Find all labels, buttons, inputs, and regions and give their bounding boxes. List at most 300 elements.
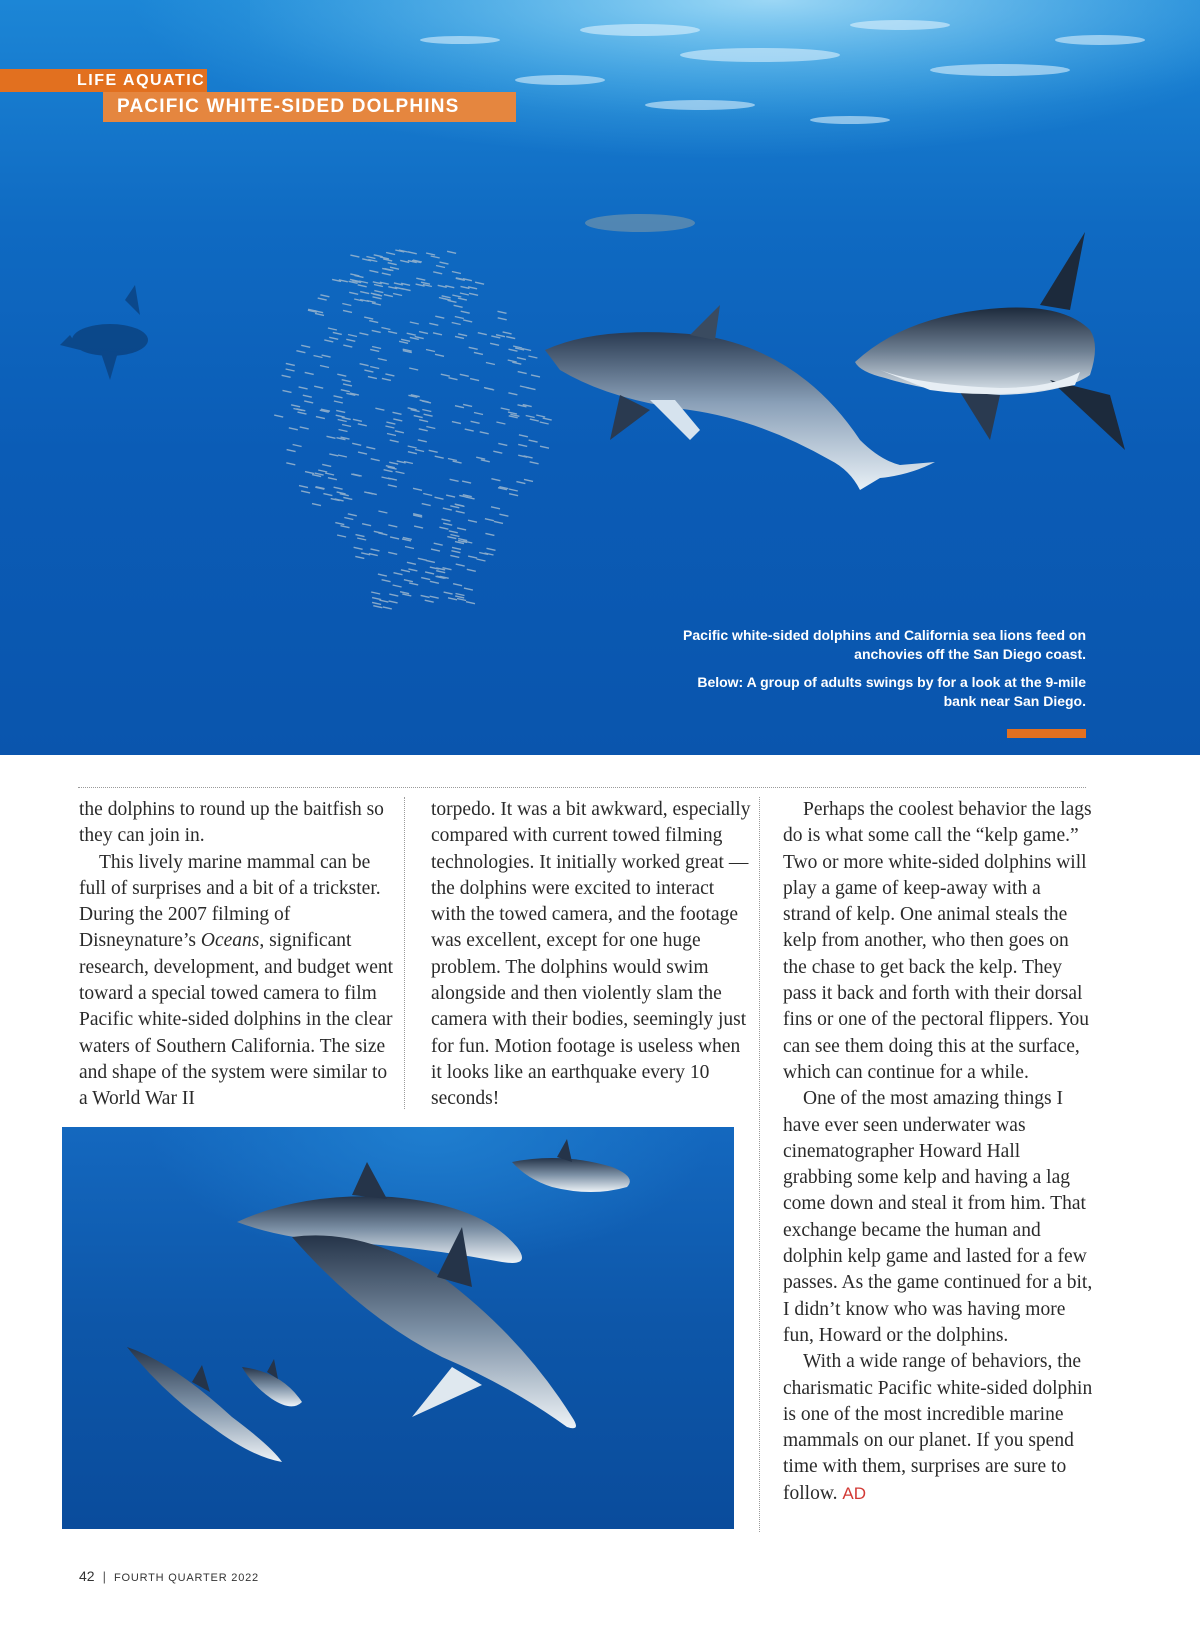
anchovy-mark bbox=[419, 429, 428, 431]
anchovy-mark bbox=[487, 548, 496, 550]
anchovy-mark bbox=[407, 562, 416, 564]
anchovy-mark bbox=[458, 298, 467, 300]
text-column-3 bbox=[783, 797, 1093, 1507]
anchovy-mark bbox=[485, 533, 494, 535]
anchovy-mark bbox=[401, 570, 410, 572]
anchovy-mark bbox=[348, 514, 357, 516]
anchovy-mark bbox=[343, 310, 352, 312]
anchovy-mark bbox=[469, 293, 478, 295]
anchovy-mark bbox=[409, 583, 418, 585]
anchovy-mark bbox=[328, 478, 337, 480]
anchovy-mark bbox=[386, 253, 395, 255]
anchovy-mark bbox=[434, 543, 443, 545]
anchovy-mark bbox=[496, 335, 505, 337]
anchovy-mark bbox=[420, 400, 429, 402]
anchovy-mark bbox=[423, 494, 432, 496]
anchovy-mark bbox=[499, 514, 508, 516]
anchovy-mark bbox=[301, 491, 310, 493]
anchovy-mark bbox=[455, 317, 464, 319]
anchovy-mark bbox=[404, 580, 413, 582]
dolphin-large-middle bbox=[292, 1227, 576, 1428]
anchovy-mark bbox=[491, 507, 500, 509]
anchovy-mark bbox=[296, 351, 305, 353]
anchovy-mark bbox=[371, 459, 380, 461]
anchovy-mark bbox=[343, 345, 352, 347]
anchovy-mark bbox=[436, 571, 445, 573]
anchovy-mark bbox=[371, 293, 380, 295]
anchovy-mark bbox=[462, 481, 471, 483]
anchovy-mark bbox=[386, 466, 395, 468]
anchovy-mark bbox=[430, 567, 439, 569]
anchovy-mark bbox=[452, 547, 461, 549]
anchovy-mark bbox=[474, 413, 483, 415]
anchovy-mark bbox=[456, 594, 465, 596]
anchovy-mark bbox=[460, 293, 469, 295]
anchovy-mark bbox=[479, 553, 488, 555]
anchovy-mark bbox=[293, 445, 302, 447]
anchovy-mark bbox=[408, 252, 417, 254]
anchovy-mark bbox=[394, 573, 403, 575]
author-signoff: AD bbox=[842, 1483, 867, 1503]
anchovy-mark bbox=[435, 456, 444, 458]
anchovy-mark bbox=[458, 334, 467, 336]
anchovy-mark bbox=[382, 378, 391, 380]
anchovy-mark bbox=[324, 340, 333, 342]
photo-captions bbox=[666, 626, 1086, 720]
anchovy-mark bbox=[421, 578, 430, 580]
anchovy-mark bbox=[408, 408, 417, 410]
anchovy-mark bbox=[466, 602, 475, 604]
anchovy-mark bbox=[370, 349, 379, 351]
anchovy-mark bbox=[408, 569, 417, 571]
anchovy-mark bbox=[486, 363, 495, 365]
anchovy-mark bbox=[358, 424, 367, 426]
anchovy-mark bbox=[393, 585, 402, 587]
anchovy-mark bbox=[291, 405, 300, 407]
anchovy-mark bbox=[422, 504, 431, 506]
anchovy-mark bbox=[344, 518, 353, 520]
sea-lion-silhouette bbox=[60, 285, 148, 380]
anchovy-mark bbox=[342, 304, 351, 306]
anchovy-mark bbox=[343, 384, 352, 386]
anchovy-mark bbox=[442, 519, 451, 521]
anchovy-mark bbox=[408, 446, 417, 448]
anchovy-mark bbox=[508, 412, 517, 414]
anchovy-mark bbox=[402, 594, 411, 596]
anchovy-mark bbox=[286, 363, 295, 365]
anchovy-mark bbox=[352, 443, 361, 445]
anchovy-mark bbox=[426, 560, 435, 562]
anchovy-mark bbox=[372, 598, 381, 600]
anchovy-mark bbox=[430, 581, 439, 583]
anchovy-mark bbox=[536, 415, 545, 417]
anchovy-mark bbox=[460, 374, 469, 376]
anchovy-mark bbox=[470, 379, 479, 381]
anchovy-mark bbox=[498, 311, 507, 313]
anchovy-mark bbox=[416, 278, 425, 280]
anchovy-mark bbox=[480, 432, 489, 434]
anchovy-mark bbox=[400, 592, 409, 594]
anchovy-mark bbox=[286, 463, 295, 465]
anchovy-mark bbox=[531, 375, 540, 377]
anchovy-mark bbox=[444, 592, 453, 594]
anchovy-mark bbox=[353, 419, 362, 421]
anchovy-mark bbox=[426, 427, 435, 429]
hero-photo bbox=[0, 0, 1200, 755]
anchovy-mark bbox=[518, 444, 527, 446]
anchovy-mark bbox=[449, 531, 458, 533]
anchovy-mark bbox=[350, 279, 359, 281]
anchovy-mark bbox=[336, 415, 345, 417]
anchovy-mark bbox=[418, 440, 427, 442]
anchovy-mark bbox=[441, 374, 450, 376]
anchovy-mark bbox=[481, 460, 490, 462]
anchovy-mark bbox=[448, 598, 457, 600]
anchovy-mark bbox=[435, 316, 444, 318]
anchovy-mark bbox=[493, 451, 502, 453]
anchovy-mark bbox=[286, 369, 295, 371]
anchovy-mark bbox=[333, 332, 342, 334]
anchovy-mark bbox=[343, 497, 352, 499]
anchovy-mark bbox=[422, 410, 431, 412]
anchovy-mark bbox=[301, 345, 310, 347]
anchovy-mark bbox=[452, 272, 461, 274]
anchovy-mark bbox=[519, 435, 528, 437]
anchovy-mark bbox=[331, 499, 340, 501]
section-tag: LIFE AQUATIC bbox=[0, 69, 207, 92]
anchovy-mark bbox=[393, 419, 402, 421]
anchovy-mark bbox=[469, 347, 478, 349]
anchovy-mark bbox=[413, 488, 422, 490]
anchovy-mark bbox=[342, 380, 351, 382]
text-column-2 bbox=[431, 797, 751, 1113]
anchovy-mark bbox=[478, 333, 487, 335]
anchovy-mark bbox=[421, 595, 430, 597]
page-footer bbox=[79, 1568, 259, 1586]
anchovy-mark bbox=[340, 494, 349, 496]
dolphin-calf bbox=[242, 1359, 302, 1406]
anchovy-mark bbox=[378, 574, 387, 576]
anchovy-mark bbox=[322, 355, 331, 357]
anchovy-mark bbox=[336, 410, 345, 412]
anchovy-mark bbox=[373, 297, 382, 299]
anchovy-mark bbox=[498, 318, 507, 320]
anchovy-mark bbox=[364, 317, 373, 319]
anchovy-mark bbox=[334, 487, 343, 489]
anchovy-mark bbox=[325, 473, 334, 475]
anchovy-mark bbox=[540, 446, 549, 448]
anchovy-mark bbox=[439, 298, 448, 300]
anchovy-mark bbox=[409, 368, 418, 370]
anchovy-mark bbox=[382, 580, 391, 582]
caption-below: Below: A group of adults swings by for a look at the 9-mile bank near San Diego. bbox=[697, 674, 1086, 709]
anchovy-mark bbox=[418, 558, 427, 560]
anchovy-mark bbox=[368, 377, 377, 379]
anchovy-mark bbox=[283, 390, 292, 392]
anchovy-mark bbox=[384, 295, 393, 297]
anchovy-mark bbox=[342, 425, 351, 427]
anchovy-mark bbox=[508, 393, 517, 395]
anchovy-mark bbox=[368, 493, 377, 495]
anchovy-mark bbox=[454, 305, 463, 307]
anchovy-mark bbox=[513, 346, 522, 348]
anchovy-mark bbox=[526, 416, 535, 418]
anchovy-mark bbox=[388, 525, 397, 527]
anchovy-mark bbox=[498, 443, 507, 445]
article-title: PACIFIC WHITE-SIDED DOLPHINS bbox=[103, 92, 516, 122]
anchovy-mark bbox=[312, 504, 321, 506]
anchovy-mark bbox=[388, 485, 397, 487]
anchovy-mark bbox=[461, 311, 470, 313]
anchovy-mark bbox=[540, 422, 549, 424]
anchovy-mark bbox=[366, 257, 375, 259]
anchovy-mark bbox=[329, 454, 338, 456]
anchovy-mark bbox=[529, 440, 538, 442]
anchovy-mark bbox=[450, 506, 459, 508]
anchovy-mark bbox=[346, 339, 355, 341]
anchovy-mark bbox=[314, 386, 323, 388]
anchovy-mark bbox=[512, 362, 521, 364]
anchovy-mark bbox=[431, 549, 440, 551]
anchovy-mark bbox=[464, 588, 473, 590]
anchovy-mark bbox=[379, 600, 388, 602]
anchovy-mark bbox=[388, 552, 397, 554]
anchovy-mark bbox=[341, 390, 350, 392]
anchovy-mark bbox=[316, 417, 325, 419]
anchovy-mark bbox=[491, 479, 500, 481]
anchovy-mark bbox=[282, 375, 291, 377]
dolphin-group-illustration bbox=[62, 1127, 734, 1529]
page-number: 42 bbox=[79, 1568, 95, 1584]
anchovy-mark bbox=[455, 406, 464, 408]
anchovy-mark bbox=[395, 431, 404, 433]
anchovy-mark bbox=[405, 547, 414, 549]
anchovy-mark bbox=[452, 323, 461, 325]
anchovy-mark bbox=[390, 537, 399, 539]
anchovy-mark bbox=[389, 462, 398, 464]
paragraph: Perhaps the coolest behavior the lags do is what some call the “kelp game.” Two or more white-sided dolphins will play a game of keep-away with a strand of kelp. One animal steals the kelp from another, who then goes on the chase to get back the kelp. They pass it back and forth with their dorsal fins or one of the pectoral flippers. You can see them doing this at the surface, which can continue for a while. bbox=[783, 799, 1092, 1083]
caption-main: Pacific white-sided dolphins and California sea lions feed on anchovies off the San Diego coast. bbox=[683, 627, 1086, 662]
column-top-rule bbox=[78, 787, 1086, 788]
anchovy-mark bbox=[374, 285, 383, 287]
anchovy-mark bbox=[530, 462, 539, 464]
anchovy-mark bbox=[353, 474, 362, 476]
anchovy-mark bbox=[382, 268, 391, 270]
anchovy-mark bbox=[356, 535, 365, 537]
anchovy-mark bbox=[354, 547, 363, 549]
anchovy-mark bbox=[419, 332, 428, 334]
anchovy-mark bbox=[342, 417, 351, 419]
anchovy-mark bbox=[496, 422, 505, 424]
anchovy-mark bbox=[372, 347, 381, 349]
anchovy-mark bbox=[401, 339, 410, 341]
anchovy-mark bbox=[386, 422, 395, 424]
anchovy-mark bbox=[430, 596, 439, 598]
anchovy-mark bbox=[447, 537, 456, 539]
anchovy-mark bbox=[455, 596, 464, 598]
anchovy-mark bbox=[372, 602, 381, 604]
anchovy-mark bbox=[426, 350, 435, 352]
anchovy-mark bbox=[361, 553, 370, 555]
anchovy-mark bbox=[334, 396, 343, 398]
column-divider bbox=[759, 797, 760, 1532]
anchovy-mark bbox=[456, 278, 465, 280]
anchovy-mark bbox=[431, 256, 440, 258]
anchovy-mark bbox=[383, 607, 392, 609]
anchovy-mark bbox=[429, 450, 438, 452]
anchovy-mark bbox=[509, 494, 518, 496]
anchovy-mark bbox=[315, 487, 324, 489]
anchovy-mark bbox=[339, 430, 348, 432]
anchovy-mark bbox=[358, 452, 367, 454]
anchovy-mark bbox=[443, 508, 452, 510]
anchovy-mark bbox=[440, 262, 449, 264]
anchovy-mark bbox=[350, 274, 359, 276]
anchovy-mark bbox=[463, 320, 472, 322]
anchovy-mark bbox=[385, 374, 394, 376]
anchovy-mark bbox=[543, 418, 552, 420]
anchovy-mark bbox=[508, 360, 517, 362]
dolphin-small-top bbox=[512, 1139, 630, 1192]
anchovy-mark bbox=[390, 267, 399, 269]
issue-label: FOURTH QUARTER 2022 bbox=[113, 1572, 259, 1584]
anchovy-mark bbox=[338, 455, 347, 457]
paragraph: torpedo. It was a bit awkward, especially compared with current towed filming technologies. It initially worked great — the dolphins were excited to interact with the towed camera, and the footage was excellent, except for one huge problem. The dolphins would swim alongside and then violently slam the camera with their bodies, seemingly just for fun. Motion footage is useless when it looks like an earthquake every 10 seconds! bbox=[431, 799, 751, 1110]
anchovy-mark bbox=[425, 572, 434, 574]
anchovy-mark bbox=[341, 526, 350, 528]
paragraph-text: This lively marine mammal can be full of surprises and a bit of a trickster. During the 2007 filming of Disneynature’s bbox=[79, 851, 381, 952]
anchovy-mark bbox=[449, 378, 458, 380]
anchovy-mark bbox=[415, 450, 424, 452]
anchovy-mark bbox=[314, 356, 323, 358]
anchovy-mark bbox=[494, 521, 503, 523]
anchovy-mark bbox=[296, 409, 305, 411]
anchovy-mark bbox=[450, 479, 459, 481]
paragraph-text: With a wide range of behaviors, the charismatic Pacific white-sided dolphin is one of the most incredible marine mammals on our planet. If you spend time with them, surprises are sure to follow. bbox=[783, 1351, 1093, 1504]
anchovy-mark bbox=[378, 359, 387, 361]
anchovy-mark bbox=[329, 337, 338, 339]
anchovy-mark bbox=[350, 255, 359, 257]
anchovy-mark bbox=[447, 251, 456, 253]
anchovy-mark bbox=[453, 584, 462, 586]
anchovy-mark bbox=[387, 434, 396, 436]
anchovy-mark bbox=[414, 416, 423, 418]
paragraph: the dolphins to round up the baitfish so they can join in. bbox=[79, 799, 384, 847]
anchovy-mark bbox=[528, 356, 537, 358]
anchovy-mark bbox=[443, 523, 452, 525]
anchovy-mark bbox=[407, 333, 416, 335]
film-title: Oceans bbox=[200, 930, 260, 952]
anchovy-mark bbox=[414, 526, 423, 528]
anchovy-mark bbox=[506, 337, 515, 339]
anchovy-mark bbox=[471, 421, 480, 423]
anchovy-mark bbox=[328, 328, 337, 330]
anchovy-mark bbox=[359, 333, 368, 335]
anchovy-mark bbox=[337, 535, 346, 537]
anchovy-mark bbox=[389, 601, 398, 603]
dolphin-group-photo bbox=[62, 1127, 734, 1529]
paragraph bbox=[783, 1349, 1093, 1507]
anchovy-mark bbox=[320, 366, 329, 368]
anchovy-mark bbox=[396, 472, 405, 474]
anchovy-mark bbox=[322, 464, 331, 466]
anchovy-mark bbox=[530, 419, 539, 421]
anchovy-mark bbox=[338, 420, 347, 422]
anchovy-mark bbox=[305, 472, 314, 474]
anchovy-mark bbox=[419, 420, 428, 422]
anchovy-mark bbox=[484, 388, 493, 390]
anchovy-mark bbox=[388, 478, 397, 480]
anchovy-mark bbox=[475, 282, 484, 284]
anchovy-mark bbox=[455, 336, 464, 338]
anchovy-mark bbox=[457, 599, 466, 601]
anchovy-mark bbox=[491, 336, 500, 338]
anchovy-mark bbox=[298, 412, 307, 414]
anchovy-mark bbox=[337, 374, 346, 376]
anchovy-mark bbox=[435, 497, 444, 499]
anchovy-mark bbox=[378, 511, 387, 513]
caption-accent-bar bbox=[1007, 729, 1086, 738]
anchovy-mark bbox=[289, 428, 298, 430]
anchovy-mark bbox=[374, 255, 383, 257]
anchovy-mark bbox=[433, 272, 442, 274]
anchovy-mark bbox=[408, 452, 417, 454]
anchovy-mark bbox=[327, 436, 336, 438]
sea-lion-near-surface bbox=[585, 214, 695, 232]
anchovy-mark bbox=[371, 592, 380, 594]
anchovy-mark bbox=[300, 427, 309, 429]
anchovy-mark bbox=[381, 328, 390, 330]
anchovy-mark bbox=[355, 556, 364, 558]
anchovy-mark bbox=[378, 533, 387, 535]
dolphin-lower-left bbox=[127, 1347, 282, 1462]
footer-separator: | bbox=[102, 1569, 106, 1584]
anchovy-mark bbox=[358, 285, 367, 287]
anchovy-mark bbox=[448, 300, 457, 302]
anchovy-mark bbox=[501, 408, 510, 410]
anchovy-mark bbox=[485, 519, 494, 521]
anchovy-mark bbox=[393, 412, 402, 414]
anchovy-mark bbox=[390, 440, 399, 442]
anchovy-mark bbox=[490, 343, 499, 345]
anchovy-mark bbox=[318, 298, 327, 300]
anchovy-mark bbox=[372, 330, 381, 332]
anchovy-mark bbox=[424, 414, 433, 416]
anchovy-mark bbox=[371, 549, 380, 551]
anchovy-mark bbox=[374, 291, 383, 293]
anchovy-mark bbox=[524, 479, 533, 481]
anchovy-mark bbox=[436, 266, 445, 268]
anchovy-mark bbox=[362, 524, 371, 526]
anchovy-mark bbox=[305, 372, 314, 374]
anchovy-mark bbox=[463, 404, 472, 406]
anchovy-mark bbox=[287, 450, 296, 452]
anchovy-mark bbox=[372, 303, 381, 305]
anchovy-mark bbox=[446, 495, 455, 497]
anchovy-mark bbox=[320, 295, 329, 297]
anchovy-mark bbox=[467, 569, 476, 571]
anchovy-mark bbox=[334, 401, 343, 403]
anchovy-mark bbox=[474, 352, 483, 354]
anchovy-mark bbox=[373, 606, 382, 608]
anchovy-mark bbox=[456, 511, 465, 513]
paragraph bbox=[79, 850, 397, 1113]
anchovy-mark bbox=[360, 292, 369, 294]
anchovy-mark bbox=[452, 422, 461, 424]
anchovy-mark bbox=[393, 294, 402, 296]
anchovy-mark bbox=[435, 354, 444, 356]
anchovy-mark bbox=[421, 282, 430, 284]
